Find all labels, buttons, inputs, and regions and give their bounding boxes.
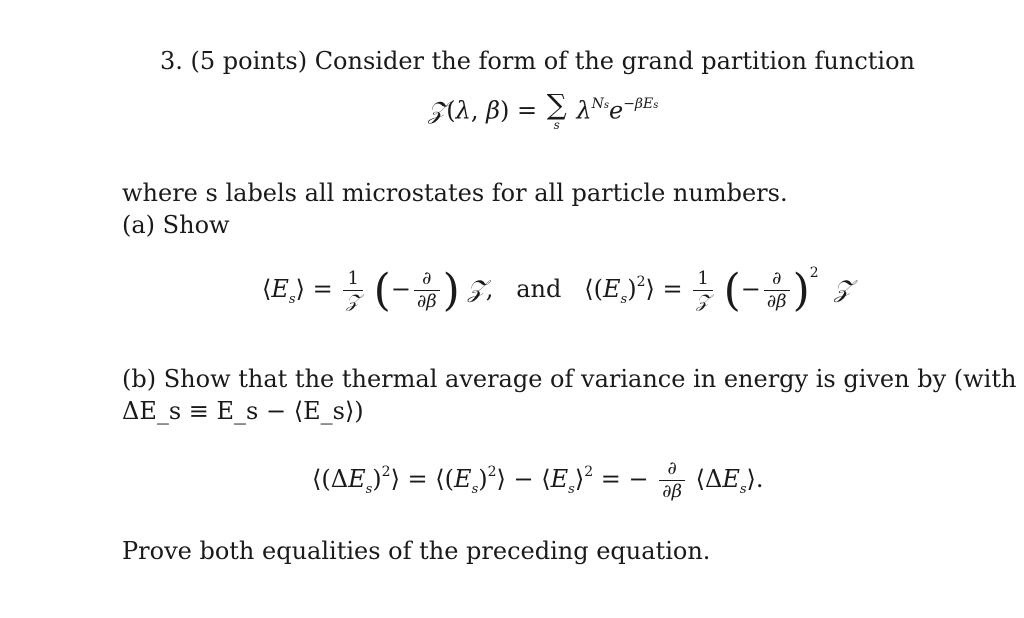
microstates-description: where s labels all microstates for all particle numbers. xyxy=(122,179,788,207)
closing-instruction: Prove both equalities of the preceding equation. xyxy=(122,537,711,565)
equation-part-a: $⟨E_s⟩$ = $\frac{1}{\text{𝒵}}$ (− $\frac{\partial}{\partial\beta}$ ) 𝒵, and $⟨(E_s)^2⟩$ = $\frac{1}{\text{𝒵}}$ (− $\frac{\partial}{\partial\beta}$ )$^2$ 𝒵 xyxy=(262,264,853,316)
part-a-label: (a) Show xyxy=(122,211,230,239)
equation-grand-partition: 𝒵(λ, β) = ∑ s $\lambda^{Ns}e^{-\beta Es}$ xyxy=(428,88,659,132)
problem-header: 3. (5 points) Consider the form of the grand partition function xyxy=(160,47,916,75)
part-b-condition: ΔE_s ≡ E_s − ⟨E_s⟩) xyxy=(122,397,364,425)
part-b-line-2 xyxy=(122,396,364,426)
equation-part-b: $⟨(\Delta E_s)^2⟩$ = $⟨(E_s)^2⟩$ − $⟨E_s⟩^2$ = − $\frac{\partial}{\partial\beta}$ $⟨\Delta E_s⟩$. xyxy=(312,458,764,502)
part-b-line-1: (b) Show that the thermal average of variance in energy is given by (with xyxy=(122,365,1017,393)
